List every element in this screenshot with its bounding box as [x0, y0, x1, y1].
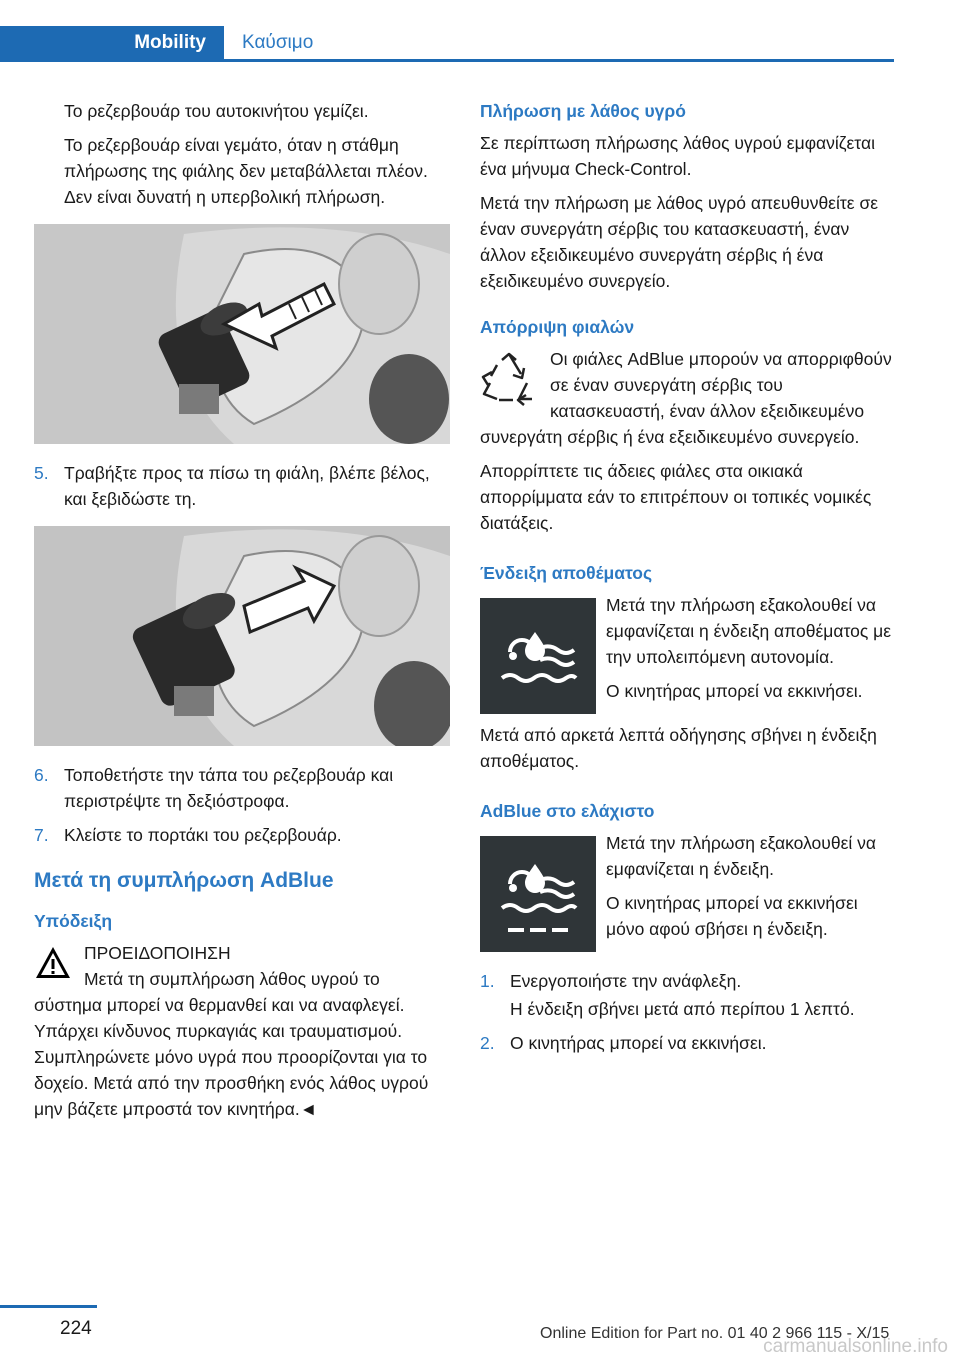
step-1-result: Η ένδειξη σβήνει μετά από περίπου 1 λεπτό.: [510, 999, 855, 1019]
photo-bottle-on-filler: [34, 224, 450, 444]
recycling-icon: [480, 350, 538, 408]
left-column: [34, 98, 450, 1130]
page-number: 224: [60, 1318, 92, 1339]
photo-bottle-removal: [34, 526, 450, 746]
warning-block: [34, 940, 450, 1130]
step-text: Ενεργοποιήστε την ανάφλεξη.: [510, 971, 742, 991]
step-1: [480, 968, 896, 994]
right-column: [480, 98, 896, 1064]
step-5: [34, 460, 450, 512]
tab-fuel[interactable]: Καύσιμο: [242, 31, 314, 53]
step-2: [480, 1030, 896, 1056]
step-text: Κλείστε το πορτάκι του ρεζερβουάρ.: [64, 825, 342, 845]
wrong-fluid-heading: Πλήρωση με λάθος υγρό: [480, 101, 686, 121]
intro-line-1: Το ρεζερβουάρ του αυτοκινήτου γεμίζει.: [64, 101, 369, 121]
disposal-block: [480, 346, 896, 458]
disposal-text-1: Οι φιάλες AdBlue μπορούν να απορριφθούν σε έναν συνεργάτη σέρβις του κατασκευαστή, έναν άλλον εξειδικευμένο συνεργάτη σέρβις ή ένα εξειδικευμένο συνεργείο.: [480, 349, 892, 447]
step-number: 1.: [480, 971, 495, 991]
intro-line-2: Το ρεζερβουάρ είναι γεμάτο, όταν η στάθμη πλήρωσης της φιάλης δεν μεταβάλλεται πλέον. Δεν είναι δυνατή η υπερβολική πλήρωση.: [64, 135, 428, 207]
reserve-text-1: Μετά την πλήρωση εξακολουθεί να εμφανίζεται η ένδειξη αποθέματος με την υπολειπόμενη αυτονομία.: [606, 595, 892, 667]
step-6: [34, 762, 450, 814]
step-text: Τοποθετήστε την τάπα του ρεζερβουάρ και περιστρέψτε τη δεξιόστροφα.: [64, 765, 394, 811]
step-text: Τραβήξτε προς τα πίσω τη φιάλη, βλέπε βέλος, και ξεβιδώστε τη.: [64, 463, 430, 509]
minimum-block: [480, 830, 896, 960]
step-number: 5.: [34, 463, 49, 483]
step-7: [34, 822, 450, 848]
warning-text: Μετά τη συμπλήρωση λάθος υγρού το σύστημα μπορεί να θερμανθεί και να αναφλεγεί. Υπάρχει κίνδυνος πυρκαγιάς και τραυματισμού. Συμπληρώνετε μόνο υγρά που προορίζονται για το δοχείο. Μετά από την προσθήκη ενός λάθος υγρού μην βάζετε μπροστά τον κινητήρα.◄: [34, 969, 429, 1119]
disposal-text-2: Απορρίπτετε τις άδειες φιάλες στα οικιακά απορρίμματα εάν το επιτρέπουν οι τοπικές νομικές διατάξεις.: [480, 461, 872, 533]
minimum-heading: AdBlue στο ελάχιστο: [480, 801, 655, 821]
warning-triangle-icon: [34, 944, 72, 982]
note-heading: Υπόδειξη: [34, 911, 113, 931]
reserve-heading: Ένδειξη αποθέματος: [480, 563, 653, 583]
section-heading-after-refill: Μετά τη συμπλήρωση AdBlue: [34, 869, 334, 892]
footer-rule: [0, 1305, 97, 1308]
reserve-text-3: Μετά από αρκετά λεπτά οδήγησης σβήνει η ένδειξη αποθέματος.: [480, 725, 877, 771]
adblue-minimum-icon: [480, 836, 596, 952]
watermark: carmanualsonline.info: [763, 1336, 948, 1357]
tab-mobility[interactable]: Mobility: [0, 26, 224, 59]
step-text: Ο κινητήρας μπορεί να εκκινήσει.: [510, 1033, 767, 1053]
adblue-reserve-icon: [480, 598, 596, 714]
step-number: 7.: [34, 825, 49, 845]
step-number: 6.: [34, 765, 49, 785]
wrong-fluid-text-1: Σε περίπτωση πλήρωσης λάθος υγρού εμφανίζεται ένα μήνυμα Check-Control.: [480, 133, 875, 179]
chapter-tab-bar: [0, 26, 894, 62]
disposal-heading: Απόρριψη φιαλών: [480, 317, 635, 337]
header-rule: [0, 59, 894, 62]
reserve-block: [480, 592, 896, 722]
minimum-text-1: Μετά την πλήρωση εξακολουθεί να εμφανίζεται η ένδειξη.: [606, 833, 877, 879]
step-number: 2.: [480, 1033, 495, 1053]
minimum-text-2: Ο κινητήρας μπορεί να εκκινήσει μόνο αφού σβήσει η ένδειξη.: [606, 893, 858, 939]
wrong-fluid-text-2: Μετά την πλήρωση με λάθος υγρό απευθυνθείτε σε έναν συνεργάτη σέρβις του κατασκευαστή, έναν άλλον εξειδικευμένο συνεργάτη σέρβις ή ένα εξειδικευμένο συνεργείο.: [480, 193, 879, 291]
warning-title: ΠΡΟΕΙΔΟΠΟΙΗΣΗ: [84, 943, 231, 963]
reserve-text-2: Ο κινητήρας μπορεί να εκκινήσει.: [606, 681, 863, 701]
edition-note: Online Edition for Part no. 01 40 2 966 115 - X/15: [540, 1325, 890, 1342]
